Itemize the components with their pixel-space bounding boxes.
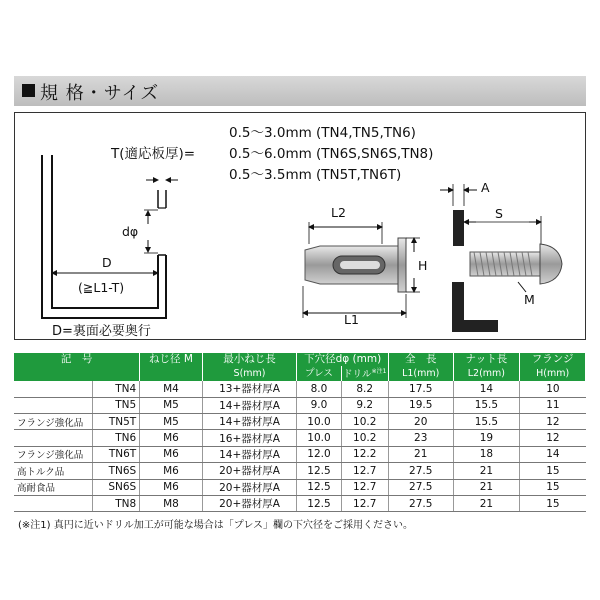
row-category	[14, 495, 92, 511]
row-drill: 10.2	[341, 413, 388, 429]
row-min-length: 20+器材厚A	[202, 479, 297, 495]
row-h: 15	[520, 495, 586, 511]
row-l2: 21	[453, 463, 520, 479]
row-l1: 20	[388, 413, 453, 429]
label-H: H	[418, 258, 428, 273]
row-thread: M8	[140, 495, 202, 511]
row-category	[14, 430, 92, 446]
row-l1: 27.5	[388, 479, 453, 495]
row-code: TN6	[92, 430, 139, 446]
subheader-drill: ドリル$^{※注1}$	[343, 368, 387, 381]
row-press: 12.5	[297, 495, 341, 511]
subheader-s: S(mm)	[202, 366, 297, 381]
row-thread: M6	[140, 463, 202, 479]
subheader-l1: L1(mm)	[388, 366, 453, 381]
header-hole: 下穴径dφ (mm)	[297, 353, 389, 366]
row-drill: 10.2	[341, 430, 388, 446]
row-category: フランジ強化品	[14, 413, 92, 429]
table-row	[14, 479, 586, 495]
row-press: 9.0	[297, 397, 341, 413]
row-drill: 12.2	[341, 446, 388, 462]
row-min-length: 14+器材厚A	[202, 446, 297, 462]
row-l2: 15.5	[453, 397, 520, 413]
row-min-length: 14+器材厚A	[202, 413, 297, 429]
row-l2: 14	[453, 381, 520, 397]
row-code: TN6S	[92, 463, 139, 479]
table-row	[14, 430, 586, 446]
row-drill: 12.7	[341, 479, 388, 495]
row-press: 10.0	[297, 413, 341, 429]
subheader-h: H(mm)	[520, 366, 586, 381]
table-row	[14, 397, 586, 413]
row-category	[14, 381, 92, 397]
label-D: D	[102, 255, 112, 270]
note-d-depth: D=裏面必要奥行	[52, 324, 151, 339]
row-code: TN4	[92, 381, 139, 397]
subheader-press: プレス	[297, 366, 341, 381]
row-drill: 12.7	[341, 463, 388, 479]
label-A: A	[481, 180, 490, 195]
spec-line-1: 0.5～3.0mm (TN4,TN5,TN6)	[229, 125, 416, 141]
table-row	[14, 381, 586, 397]
row-min-length: 14+器材厚A	[202, 397, 297, 413]
row-press: 12.5	[297, 479, 341, 495]
row-l2: 19	[453, 430, 520, 446]
header-thread: ねじ径 M	[140, 353, 202, 366]
table-header-row	[14, 353, 586, 366]
row-l2: 21	[453, 479, 520, 495]
spec-line-2: 0.5～6.0mm (TN6S,SN6S,TN8)	[229, 146, 434, 162]
nut-side-view	[303, 222, 420, 318]
subheader-l2: L2(mm)	[453, 366, 520, 381]
row-thread: M6	[140, 430, 202, 446]
label-M: M	[524, 292, 535, 307]
row-h: 12	[520, 430, 586, 446]
row-l1: 27.5	[388, 463, 453, 479]
row-code: TN5T	[92, 413, 139, 429]
row-min-length: 20+器材厚A	[202, 495, 297, 511]
header-min-length: 最小ねじ長	[202, 353, 297, 366]
header-code: 記 号	[14, 353, 140, 366]
row-category	[14, 397, 92, 413]
row-l1: 17.5	[388, 381, 453, 397]
row-drill: 9.2	[341, 397, 388, 413]
row-l2: 21	[453, 495, 520, 511]
row-code: TN5	[92, 397, 139, 413]
row-h: 11	[520, 397, 586, 413]
footnote: (※注1) 真円に近いドリル加工が可能な場合は「プレス」欄の下穴径をご採用ください。	[18, 520, 414, 531]
row-press: 10.0	[297, 430, 341, 446]
row-code: SN6S	[92, 479, 139, 495]
row-min-length: 20+器材厚A	[202, 463, 297, 479]
row-min-length: 13+器材厚A	[202, 381, 297, 397]
row-h: 15	[520, 479, 586, 495]
header-flange: フランジ	[520, 353, 586, 366]
row-thread: M6	[140, 479, 202, 495]
spec-table	[14, 353, 586, 512]
header-nut-length: ナット長	[453, 353, 520, 366]
row-category: 高トルク品	[14, 463, 92, 479]
table-row	[14, 463, 586, 479]
row-l2: 15.5	[453, 413, 520, 429]
section-title: 規 格・サイズ	[40, 83, 160, 104]
label-S: S	[495, 206, 503, 221]
row-press: 12.0	[297, 446, 341, 462]
row-thread: M5	[140, 397, 202, 413]
row-category: フランジ強化品	[14, 446, 92, 462]
table-row	[14, 495, 586, 511]
spec-line-3: 0.5～3.5mm (TN5T,TN6T)	[229, 167, 402, 183]
row-l1: 23	[388, 430, 453, 446]
table-row	[14, 413, 586, 429]
header-total-length: 全 長	[388, 353, 453, 366]
label-L1: L1	[344, 312, 359, 327]
row-l1: 21	[388, 446, 453, 462]
row-press: 8.0	[297, 381, 341, 397]
row-h: 14	[520, 446, 586, 462]
row-drill: 12.7	[341, 495, 388, 511]
label-L2: L2	[331, 205, 346, 220]
row-l2: 18	[453, 446, 520, 462]
row-thread: M6	[140, 446, 202, 462]
row-drill: 8.2	[341, 381, 388, 397]
row-h: 10	[520, 381, 586, 397]
table-subheader-row	[14, 366, 586, 381]
row-press: 12.5	[297, 463, 341, 479]
row-min-length: 16+器材厚A	[202, 430, 297, 446]
row-thread: M5	[140, 413, 202, 429]
row-h: 15	[520, 463, 586, 479]
row-l1: 19.5	[388, 397, 453, 413]
table-row	[14, 446, 586, 462]
label-d-phi: dφ	[122, 224, 139, 239]
row-category: 高耐食品	[14, 479, 92, 495]
spec-t-label: T(適応板厚)=	[111, 146, 196, 162]
row-code: TN6T	[92, 446, 139, 462]
row-l1: 27.5	[388, 495, 453, 511]
label-l1-t: (≧L1-T)	[78, 280, 125, 295]
row-h: 12	[520, 413, 586, 429]
row-thread: M4	[140, 381, 202, 397]
row-code: TN8	[92, 495, 139, 511]
